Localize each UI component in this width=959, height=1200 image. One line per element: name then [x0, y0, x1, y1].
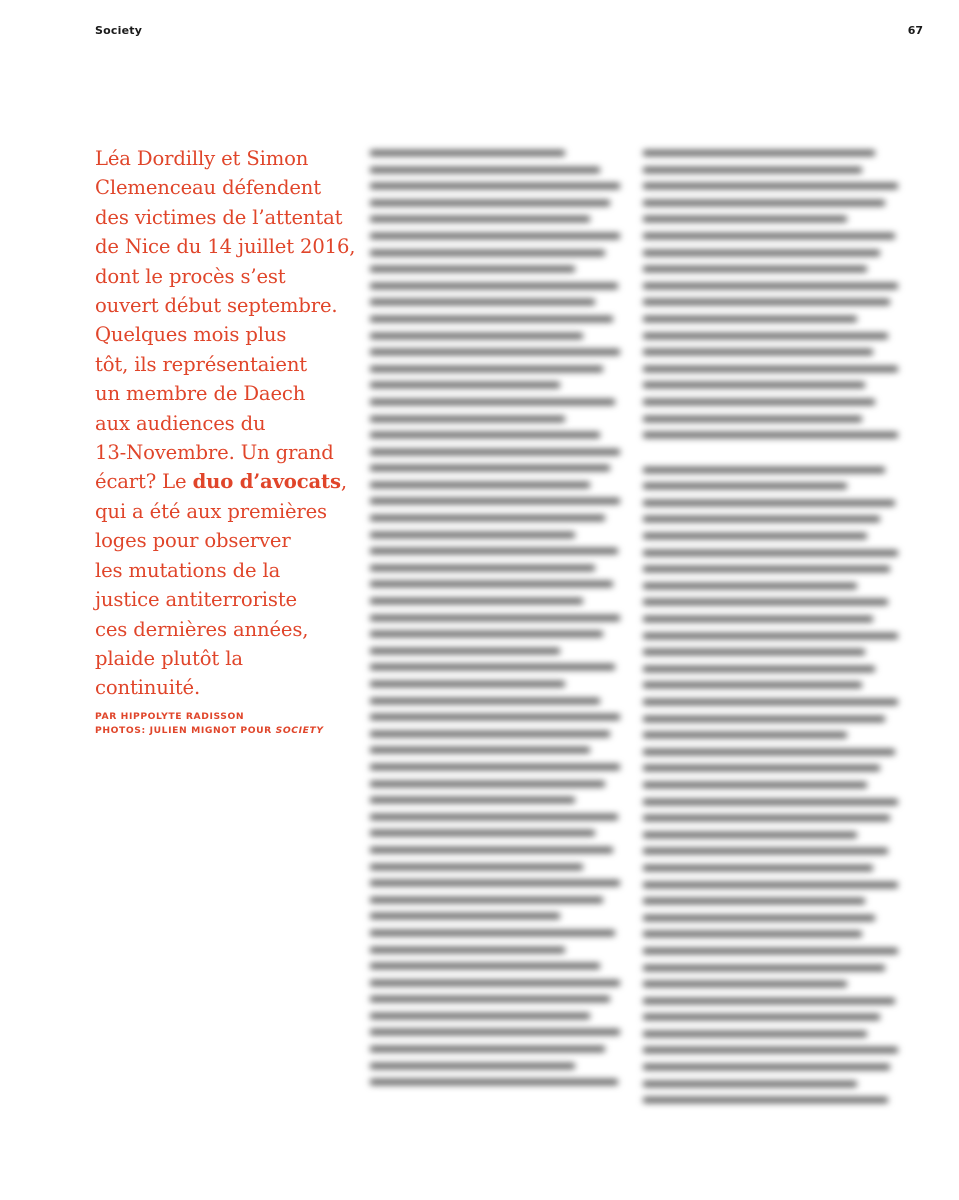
byline	[95, 710, 324, 738]
blurred-text-line	[370, 1079, 618, 1085]
blurred-text-line	[643, 500, 895, 506]
blurred-text-line	[643, 799, 898, 805]
blurred-text-line	[370, 216, 590, 222]
blurred-text-line	[643, 1047, 898, 1053]
blurred-text-line	[370, 266, 575, 272]
blurred-text-line	[643, 216, 847, 222]
blurred-text-line	[370, 947, 565, 953]
intro-line: dont le procès s’est	[95, 264, 286, 288]
intro-line: un membre de Daech	[95, 382, 306, 406]
blurred-text-line	[643, 848, 888, 854]
intro-line: tôt, ils représentaient	[95, 352, 308, 376]
blurred-text-line	[370, 1046, 605, 1052]
blurred-text-line	[643, 583, 857, 589]
blurred-text-line	[643, 782, 867, 788]
blurred-text-line	[370, 880, 620, 886]
blurred-text-line	[370, 996, 610, 1002]
blurred-text-line	[643, 382, 865, 388]
blurred-text-line	[370, 747, 590, 753]
blurred-text-line	[643, 1064, 890, 1070]
blurred-text-line	[643, 167, 862, 173]
blurred-text-line	[643, 483, 847, 489]
blurred-text-line	[643, 832, 857, 838]
blurred-text-line	[370, 366, 603, 372]
blurred-text-line	[643, 915, 875, 921]
intro-text: ,	[340, 470, 347, 494]
blurred-text-line	[643, 283, 898, 289]
intro-line-highlight	[95, 467, 360, 496]
intro-line: ces dernières années,	[95, 617, 309, 641]
blurred-text-line	[643, 1014, 880, 1020]
intro-line: aux audiences du	[95, 411, 266, 435]
highlight-phrase: duo d’avocats	[192, 470, 341, 494]
blurred-text-line	[643, 599, 888, 605]
blurred-text-line	[643, 416, 862, 422]
blurred-text-line	[370, 698, 600, 704]
blurred-text-line	[643, 1081, 857, 1087]
blurred-text-line	[370, 648, 560, 654]
blurred-text-line	[643, 931, 862, 937]
blurred-text-line	[370, 482, 590, 488]
blurred-text-line	[370, 897, 603, 903]
intro-line: plaide plutôt la	[95, 646, 243, 670]
article-intro	[95, 144, 360, 703]
blurred-text-line	[370, 150, 565, 156]
blurred-text-line	[370, 930, 615, 936]
blurred-text-line	[370, 847, 613, 853]
blurred-text-line	[643, 299, 890, 305]
intro-line: les mutations de la	[95, 558, 281, 582]
intro-line: loges pour observer	[95, 529, 291, 553]
blurred-text-line	[643, 633, 898, 639]
intro-line: Clemenceau défendent	[95, 176, 321, 200]
blurred-text-line	[370, 299, 595, 305]
blurred-text-line	[643, 732, 847, 738]
blurred-text-line	[643, 682, 862, 688]
blurred-text-line	[643, 948, 898, 954]
running-header	[0, 22, 959, 42]
blurred-text-line	[370, 797, 575, 803]
intro-line: de Nice du 14 juillet 2016,	[95, 235, 356, 259]
blurred-text-line	[643, 865, 873, 871]
blurred-text-line	[370, 333, 583, 339]
intro-line: des victimes de l’attentat	[95, 205, 343, 229]
body-column-left	[370, 150, 620, 1096]
blurred-text-line	[370, 980, 620, 986]
blurred-text-line	[643, 666, 875, 672]
blurred-text-line	[370, 233, 620, 239]
blurred-text-line	[643, 882, 898, 888]
blurred-text-line	[370, 515, 605, 521]
blurred-text-line	[370, 349, 620, 355]
blurred-text-line	[643, 250, 880, 256]
blurred-text-line	[370, 565, 595, 571]
blurred-text-line	[370, 1029, 620, 1035]
section-label: Society	[95, 24, 143, 37]
blurred-text-line	[370, 913, 560, 919]
blurred-text-line	[370, 1013, 590, 1019]
blurred-text-line	[370, 416, 565, 422]
blurred-text-line	[370, 681, 565, 687]
publication-name: SOCIETY	[275, 725, 324, 736]
blurred-text-line	[643, 998, 895, 1004]
blurred-text-line	[643, 516, 880, 522]
blurred-text-line	[370, 598, 583, 604]
intro-line: ouvert début septembre.	[95, 294, 338, 318]
blurred-text-line	[370, 200, 610, 206]
blurred-text-line	[643, 550, 898, 556]
blurred-text-line	[370, 382, 560, 388]
blurred-text-line	[643, 649, 865, 655]
blurred-text-line	[643, 200, 885, 206]
blurred-text-line	[643, 765, 880, 771]
body-column-right	[643, 150, 898, 1114]
blurred-text-line	[370, 781, 605, 787]
blurred-text-line	[370, 764, 620, 770]
blurred-text-line	[643, 467, 885, 473]
blurred-text-line	[643, 981, 847, 987]
blurred-text-line	[370, 864, 583, 870]
blurred-text-line	[643, 716, 885, 722]
intro-line: qui a été aux premières	[95, 499, 327, 523]
blurred-text-line	[643, 566, 890, 572]
blurred-text-line	[370, 316, 613, 322]
blurred-text-line	[370, 548, 618, 554]
blurred-text-line	[643, 965, 885, 971]
blurred-text-line	[643, 183, 898, 189]
intro-line: 13-Novembre. Un grand	[95, 441, 334, 465]
blurred-text-line	[643, 399, 875, 405]
blurred-text-line	[370, 432, 600, 438]
blurred-text-line	[370, 167, 600, 173]
intro-line: continuité.	[95, 676, 201, 700]
blurred-text-line	[370, 250, 605, 256]
intro-line: justice antiterroriste	[95, 588, 297, 612]
blurred-text-line	[370, 581, 613, 587]
paragraph-gap	[643, 449, 898, 467]
blurred-text-line	[370, 615, 620, 621]
author-credit: PAR HIPPOLYTE RADISSON	[95, 711, 245, 722]
blurred-text-line	[643, 349, 873, 355]
photo-credit	[95, 724, 324, 738]
blurred-text-line	[370, 449, 620, 455]
blurred-text-line	[370, 399, 615, 405]
blurred-text-line	[370, 714, 620, 720]
blurred-text-line	[370, 963, 600, 969]
blurred-text-line	[643, 1031, 867, 1037]
blurred-text-line	[643, 616, 873, 622]
blurred-text-line	[643, 333, 888, 339]
blurred-text-line	[370, 498, 620, 504]
blurred-text-line	[370, 1063, 575, 1069]
blurred-text-line	[370, 465, 610, 471]
intro-text: écart? Le	[95, 470, 193, 494]
intro-line: Quelques mois plus	[95, 323, 287, 347]
blurred-text-line	[643, 366, 898, 372]
blurred-text-line	[370, 731, 610, 737]
blurred-text-line	[370, 830, 595, 836]
page-number: 67	[907, 24, 923, 37]
blurred-text-line	[370, 283, 618, 289]
blurred-text-line	[370, 631, 603, 637]
blurred-text-line	[643, 316, 857, 322]
blurred-text-line	[370, 814, 618, 820]
blurred-text-line	[370, 183, 620, 189]
photo-credit-text: PHOTOS: JULIEN MIGNOT POUR	[95, 725, 276, 736]
blurred-text-line	[643, 898, 865, 904]
blurred-text-line	[643, 1097, 888, 1103]
blurred-text-line	[370, 532, 575, 538]
intro-line: Léa Dordilly et Simon	[95, 147, 309, 170]
blurred-text-line	[643, 150, 875, 156]
blurred-text-line	[643, 749, 895, 755]
blurred-text-line	[643, 432, 898, 438]
blurred-text-line	[643, 699, 898, 705]
blurred-text-line	[643, 533, 867, 539]
blurred-text-line	[370, 664, 615, 670]
blurred-text-line	[643, 815, 890, 821]
blurred-text-line	[643, 266, 867, 272]
blurred-text-line	[643, 233, 895, 239]
